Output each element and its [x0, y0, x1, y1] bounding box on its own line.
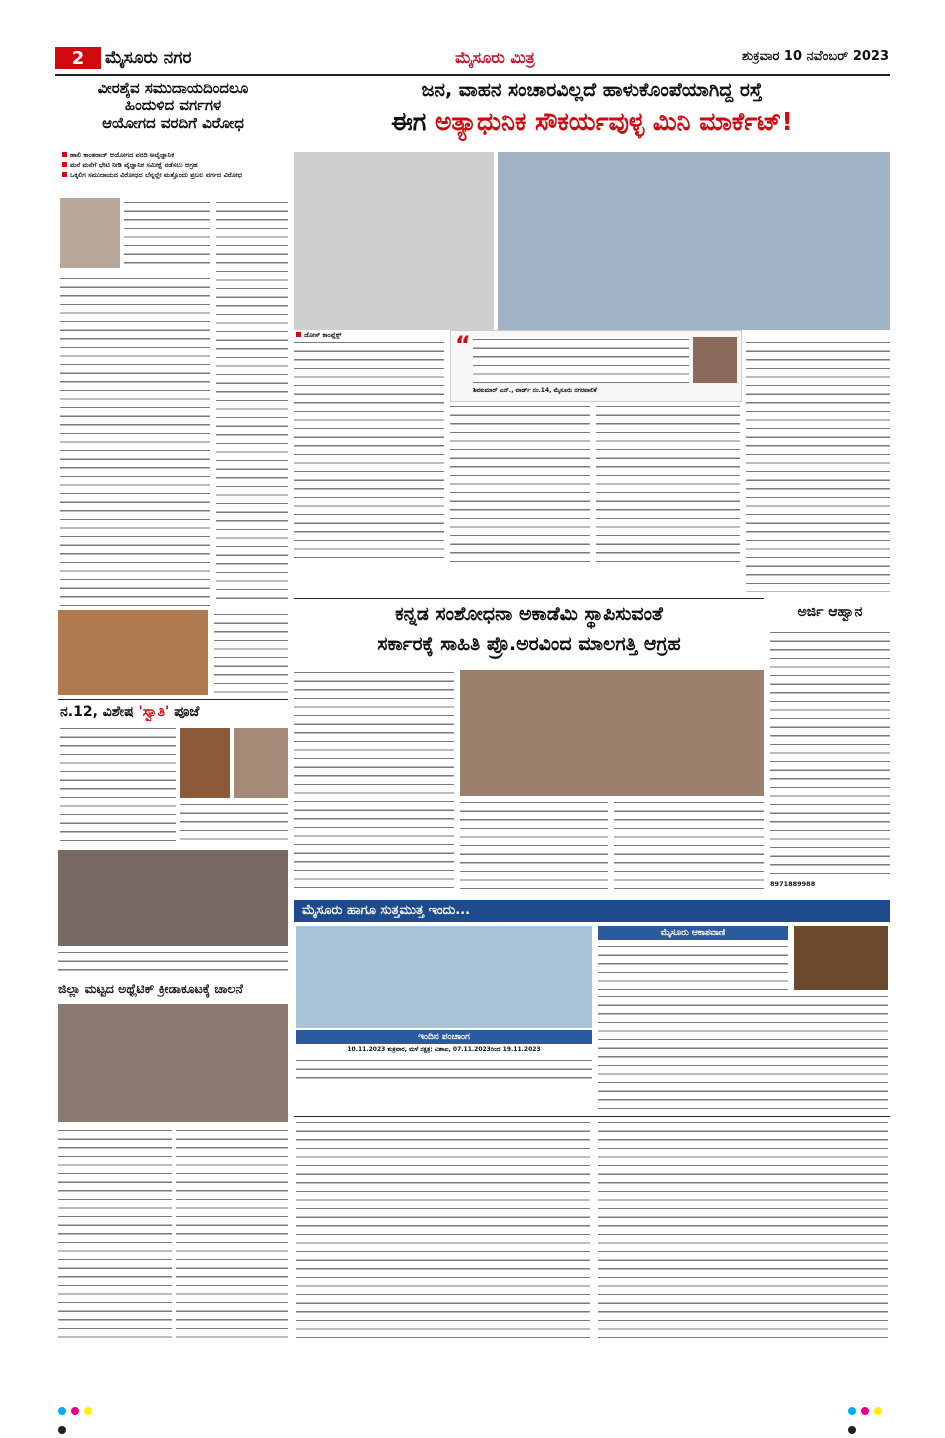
today-banner: [294, 900, 890, 922]
swati-headline: ನ.12, ವಿಶೇಷ 'ಸ್ವಾತಿ' ಪೂಜೆ: [60, 704, 200, 720]
lead-text-col4: [746, 340, 890, 592]
mutt-event-photo: [58, 610, 208, 695]
official-portrait: [693, 337, 737, 383]
radio-set-image: [794, 926, 888, 990]
masthead-logo: ಮೈಸೂರು ಮಿತ್ರ: [455, 48, 535, 67]
lead-headline-line1: ಜನ, ವಾಹನ ಸಂಚಾರವಿಲ್ಲದೆ ಹಾಳುಕೊಂಪೆಯಾಗಿದ್ದ ರಸ್ತೆ: [421, 79, 763, 101]
applications-headline: ಅರ್ಜಿ ಆಹ್ವಾನ: [797, 604, 863, 620]
athletic-headline: ಜಿಲ್ಲಾ ಮಟ್ಟದ ಅಥ್ಲೆಟಿಕ್ ಕ್ರೀಡಾಕೂಟಕ್ಕೆ ಚಾಲನೆ: [58, 981, 243, 996]
story1-headline-line3: ಆಯೋಗದ ವರದಿಗೆ ವಿರೋಧ: [102, 113, 244, 132]
divider: [58, 699, 288, 700]
academy-text-col3: [614, 800, 764, 894]
panchanga-line: 10.11.2023 ಶುಕ್ರವಾರ, ಮಳೆ ನಕ್ಷತ್ರ: ವಿಶಾಖ, 07.11.2023ರಿಂದ 19.11.2023: [347, 1046, 541, 1053]
person-portrait-photo: [60, 198, 120, 268]
story1-text-col1b: [60, 276, 210, 606]
group-photo: [58, 850, 288, 946]
group-photo-caption: [58, 950, 288, 976]
events-listing-col1: [296, 1120, 590, 1342]
panchanga-details: [296, 1058, 592, 1086]
lead-text-col2: [450, 404, 590, 562]
swati-text: [60, 726, 176, 844]
story1-bullet: ಹಾಲಿ ಕಾಂತರಾಜ್ ಆಯೋಗದ ವರದಿ ಅವೈಜ್ಞಾನಿಕ: [62, 150, 287, 160]
color-registration-marks: [848, 1400, 888, 1410]
lead-text-col1: [294, 340, 444, 562]
radio-title: ಮೈಸೂರು ಆಕಾಶವಾಣಿ: [598, 926, 788, 940]
color-registration-marks: [58, 1400, 98, 1410]
academy-event-photo: [460, 670, 764, 796]
divider: [294, 598, 764, 599]
photo-credit: ಜೋಸ್ ಕಾಂಪ್ಲೆಕ್ಸ್: [296, 331, 341, 340]
today-banner-title: ಮೈಸೂರು ಹಾಗೂ ಸುತ್ತಮುತ್ತ ಇಂದು...: [302, 903, 471, 918]
academy-headline-line1: ಕನ್ನಡ ಸಂಶೋಧನಾ ಅಕಾಡೆಮಿ ಸ್ಥಾಪಿಸುವಂತೆ: [395, 603, 663, 625]
section-title: ಮೈಸೂರು ನಗರ: [105, 48, 192, 68]
radio-schedule-a: [598, 944, 788, 990]
page-number-badge: [55, 47, 101, 69]
athletic-event-photo: [58, 1004, 288, 1122]
header-rule: [55, 74, 890, 76]
story1-bullets: [62, 150, 287, 180]
story1-headline-line2: ಹಿಂದುಳಿದ ವರ್ಗಗಳ: [124, 96, 222, 115]
applications-phone: 8971889988: [770, 880, 816, 888]
academy-text-col1: [294, 670, 454, 894]
swamiji-photo: [234, 728, 288, 798]
lead-quote-box: [450, 330, 742, 402]
academy-headline-line2: ಸರ್ಕಾರಕ್ಕೆ ಸಾಹಿತಿ ಪ್ರೊ.ಅರವಿಂದ ಮಾಲಗತ್ತಿ ಆಗ್ರಹ: [377, 633, 681, 655]
story1-text-col2: [216, 200, 288, 606]
mysore-palace-photo: [296, 926, 592, 1028]
academy-text-col2: [460, 800, 608, 894]
athletic-text-col1: [58, 1128, 172, 1344]
events-listing-col2: [598, 1120, 888, 1342]
issue-date: ಶುಕ್ರವಾರ 10 ನವೆಂಬರ್ 2023: [741, 49, 889, 64]
lead-headline-line2: ಈಗ ಅತ್ಯಾಧುನಿಕ ಸೌಕರ್ಯವುಳ್ಳ ಮಿನಿ ಮಾರ್ಕೆಟ್!: [391, 107, 793, 136]
swati-caption: [180, 802, 288, 844]
lead-text-col3: [596, 404, 740, 562]
quote-attribution: ಶಿವಕುಮಾರ್ ಎನ್., ವಾರ್ಡ್ ನಂ.14, ಮೈಸೂರು ನಗರಪಾಲಿಕೆ: [473, 387, 597, 394]
story1-headline-line1: ವೀರಶೈವ ಸಮುದಾಯದಿಂದಲೂ: [97, 79, 249, 97]
page-number: 2: [71, 47, 85, 69]
story1-headline: [58, 80, 288, 132]
mutt-event-caption: [214, 612, 288, 694]
deity-photo: [180, 728, 230, 798]
story1-bullet: ಒಕ್ಕಲಿಗ ಸಮುದಾಯದ ವಿರೋಧದ ಬೆನ್ನಲ್ಲೇ ಮತ್ತೊಂದು ಪ್ರಬಲ ವರ್ಗದ ವಿರೋಧ: [62, 170, 287, 180]
athletic-text-col2: [176, 1128, 288, 1344]
divider: [294, 1116, 890, 1117]
panchanga-title: ಇಂದಿನ ಪಂಚಾಂಗ: [296, 1030, 592, 1044]
applications-text: [770, 630, 890, 876]
market-corridor-photo: [294, 152, 494, 330]
radio-schedule-b: [598, 994, 888, 1112]
quote-mark-icon: “: [455, 331, 471, 359]
market-shelter-photo: [498, 152, 890, 330]
story1-text-col1a: [124, 200, 210, 270]
quote-text: [473, 337, 689, 383]
story1-bullet: ಮನೆ ಮನೆಗೆ ಭೇಟಿ ನೀಡಿ ವೈಜ್ಞಾನಿಕ ಸಮೀಕ್ಷೆ ನಡೆಸಲು ಆಗ್ರಹ: [62, 160, 287, 170]
